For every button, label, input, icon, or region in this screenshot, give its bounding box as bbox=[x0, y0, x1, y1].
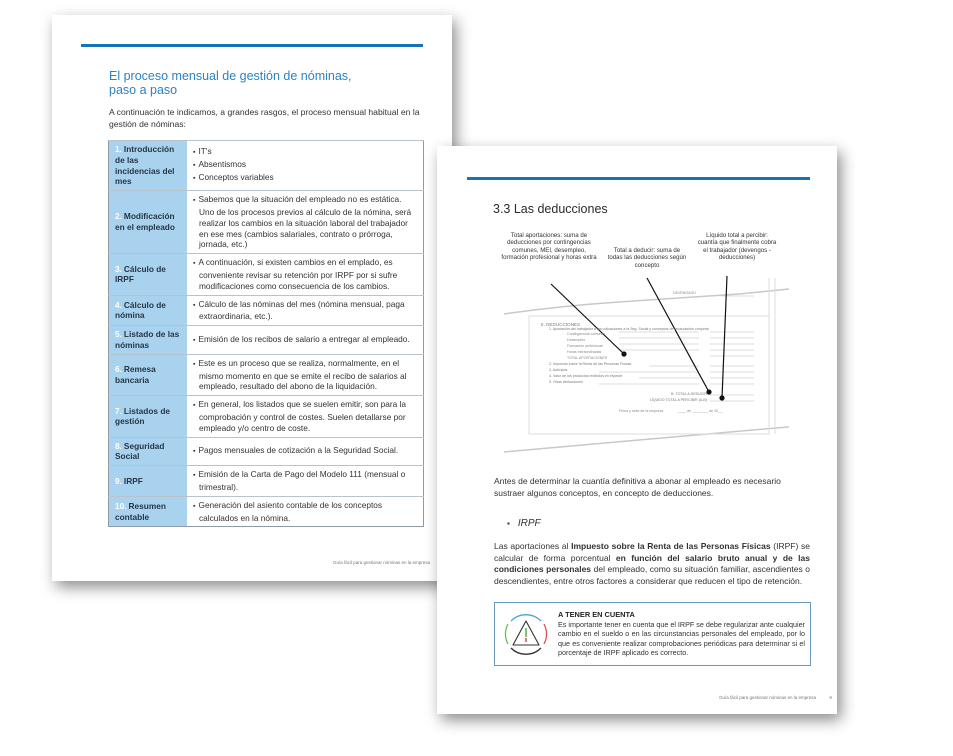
step-name-cell bbox=[109, 396, 188, 437]
step-number: 3. bbox=[115, 263, 122, 274]
step-name: Cálculo de nómina bbox=[115, 299, 166, 321]
table-row bbox=[109, 496, 424, 527]
process-steps-table bbox=[108, 140, 424, 527]
table-row bbox=[109, 191, 424, 254]
note-box bbox=[494, 602, 811, 666]
bullet-item: ▪ Cálculo de las nóminas del mes (nómina mensual, paga extraordinaria, etc.). bbox=[193, 299, 417, 323]
deductions-intro-paragraph: Antes de determinar la cuantía definitiva a abonar al empleado es necesario sustraer algunos conceptos, en concepto de deducciones. bbox=[494, 476, 781, 498]
step-name-cell bbox=[109, 437, 188, 466]
step-name-cell bbox=[109, 191, 188, 254]
step-description-cell bbox=[187, 326, 424, 355]
form-sub-items: Contingencias comunes Desempleo Formación profesional Horas extraordinarias TOTAL APORTACIONES bbox=[567, 332, 608, 360]
step-name: Listados de gestión bbox=[115, 405, 171, 427]
table-row bbox=[109, 295, 424, 326]
form-signature-line: Firma y sello de la empresa ____ de ________ de 20__ bbox=[619, 409, 723, 413]
title-line-1: El proceso mensual de gestión de nóminas, bbox=[109, 69, 352, 83]
step-number: 7. bbox=[115, 405, 122, 416]
header-rule bbox=[467, 177, 810, 180]
step-number: 1. bbox=[115, 144, 122, 154]
bullet-item: ▪ Este es un proceso que se realiza, normalmente, en el mismo momento en que se emite el recibo de salarios al empleado, resultado del abono de la liquidación. bbox=[193, 358, 417, 392]
title-line-2: paso a paso bbox=[109, 83, 178, 97]
step-description-cell bbox=[187, 354, 424, 395]
torn-edge-top bbox=[504, 288, 789, 314]
header-rule bbox=[81, 44, 423, 47]
table-row bbox=[109, 396, 424, 437]
document-page-right bbox=[437, 146, 837, 714]
section-title: 3.3 Las deducciones bbox=[493, 202, 608, 216]
step-name: Remesa bancaria bbox=[115, 364, 156, 385]
step-name: IRPF bbox=[123, 475, 143, 486]
step-name-cell bbox=[109, 326, 188, 355]
step-description-cell bbox=[187, 254, 424, 295]
form-section-title: II. DEDUCCIONES bbox=[541, 322, 581, 327]
page-number: 9 bbox=[829, 695, 832, 700]
intro-paragraph: A continuación te indicamos, a grandes rasgos, el proceso mensual habitual en la gestión de nóminas: bbox=[109, 107, 420, 129]
page-footer bbox=[333, 560, 444, 565]
step-number: 2. bbox=[115, 211, 122, 222]
step-name: Seguridad Social bbox=[115, 440, 165, 462]
step-number: 10. bbox=[115, 500, 127, 511]
step-number: 8. bbox=[115, 440, 122, 451]
step-name: Introducción de las incidencias del mes bbox=[115, 144, 175, 187]
bullet-item: ▪ Absentismos bbox=[193, 159, 417, 172]
bullet-item: ▪ A continuación, si existen cambios en el emplado, es conveniente revisar su retención por IRPF por si sufre modificaciones como consecuencia de los cambios. bbox=[193, 257, 417, 291]
step-name-cell bbox=[109, 354, 188, 395]
step-description-cell bbox=[187, 141, 424, 191]
step-name-cell bbox=[109, 295, 188, 326]
bullet-item: ▪ Emisión de la Carta de Pago del Modelo 111 (mensual o trimestral). bbox=[193, 469, 417, 493]
step-description-cell bbox=[187, 466, 424, 497]
step-name-cell bbox=[109, 496, 188, 527]
callout-liquido-total: Líquido total a percibir: cuantía que finalmente cobra el trabajador (devengos - deducciones) bbox=[697, 232, 777, 261]
torn-edge-bottom bbox=[504, 426, 789, 452]
step-name: Cálculo de IRPF bbox=[115, 263, 166, 285]
step-name: Resumen contable bbox=[115, 500, 166, 522]
form-item-1: 1. Aportación del trabajador a las cotizaciones a la Seg. Social y conceptos de recaudación conjunta bbox=[549, 327, 709, 331]
footer-text: Guía fácil para gestionar nóminas en la empresa bbox=[333, 560, 431, 565]
step-description-cell bbox=[187, 396, 424, 437]
form-devengado: DEVENGADO bbox=[673, 291, 696, 295]
step-number: 9. bbox=[115, 475, 122, 486]
bullet-item: ▪ IT's bbox=[193, 146, 417, 159]
page-title bbox=[109, 69, 409, 97]
step-name: Listado de las nóminas bbox=[115, 329, 180, 350]
step-description-cell bbox=[187, 191, 424, 254]
payslip-figure bbox=[499, 228, 789, 458]
payslip-form-drawing bbox=[499, 228, 789, 458]
callout-total-deducir: Total a deducir: suma de todas las deducciones según concepto bbox=[607, 247, 687, 269]
table-row bbox=[109, 141, 424, 191]
warning-icon bbox=[501, 609, 551, 659]
bullet-item: ▪ Conceptos variables bbox=[193, 172, 417, 185]
pointer-dot-aportaciones bbox=[621, 351, 626, 356]
bullet-item: ▪ En general, los listados que se suelen emitir, son para la comprobación y control de costes. Suelen detallarse por empleado y/o centro de coste. bbox=[193, 399, 417, 433]
page-footer bbox=[719, 695, 832, 700]
step-name: Modificación en el empleado bbox=[115, 211, 175, 233]
note-text: Es importante tener en cuenta que el IRPF se debe regularizar ante cualquier cambio en el sueldo o en las circunstancias personales del empleado, por lo que es conveniente realizar comprobaciones periódicas para determinar si el porcentaje de IRPF aplicado es correcto. bbox=[558, 620, 805, 658]
step-name-cell bbox=[109, 254, 188, 295]
table-row bbox=[109, 326, 424, 355]
bullet-item: ▪ Generación del asiento contable de los conceptos calculados en la nómina. bbox=[193, 500, 417, 524]
table-row bbox=[109, 437, 424, 466]
footer-text: Guía fácil para gestionar nóminas en la empresa bbox=[719, 695, 817, 700]
form-items-2-5: 2. Impuesto sobre la Renta de las Personas Físicas 3. Anticipos 4. Valor de los productos recibidos en especie 5. Otras deducciones bbox=[549, 362, 632, 384]
callout-total-aportaciones: Total aportaciones: suma de deducciones por contingencias comunes, MEI, desempleo, formación profesional y horas extra bbox=[501, 232, 597, 261]
table-row bbox=[109, 254, 424, 295]
pointer-dot-liquido bbox=[719, 395, 724, 400]
step-number: 5. bbox=[115, 329, 122, 340]
bullet-item: ▪ Sabemos que la situación del empleado no es estática. Uno de los procesos previos al cálculo de la nómina, será realizar los cambios en la situación laboral del trabajador en ese mes (cambios salariales, contrato o prórroga, jornada, etc.) bbox=[193, 194, 417, 250]
step-description-cell bbox=[187, 437, 424, 466]
step-number: 4. bbox=[115, 299, 122, 310]
note-title: A TENER EN CUENTA bbox=[558, 610, 635, 619]
pointer-dot-total-deducir bbox=[706, 389, 711, 394]
irpf-heading: ▪ IRPF bbox=[507, 518, 541, 529]
table-row bbox=[109, 354, 424, 395]
document-page-left bbox=[52, 15, 452, 581]
bullet-item: ▪ Emisión de los recibos de salario a entregar al empleado. bbox=[193, 334, 417, 347]
step-description-cell bbox=[187, 295, 424, 326]
step-name-cell bbox=[109, 466, 188, 497]
bullet-item: ▪ Pagos mensuales de cotización a la Seguridad Social. bbox=[193, 445, 417, 458]
step-name-cell bbox=[109, 141, 188, 191]
step-number: 6. bbox=[115, 364, 122, 375]
step-description-cell bbox=[187, 496, 424, 527]
form-totals: B. TOTAL A DEDUCIR LÍQUIDO TOTAL A PERCIBIR (A-B) bbox=[649, 392, 707, 402]
table-row bbox=[109, 466, 424, 497]
irpf-paragraph: Las aportaciones al Impuesto sobre la Renta de las Personas Físicas (IRPF) se calcular de forma porcentual en función del salario bruto anual y de las condiciones personales del empleado, como su situación familiar, ascendientes o descendientes, entre otros factores a considerar que reducen el tipo de retención. bbox=[494, 541, 811, 586]
